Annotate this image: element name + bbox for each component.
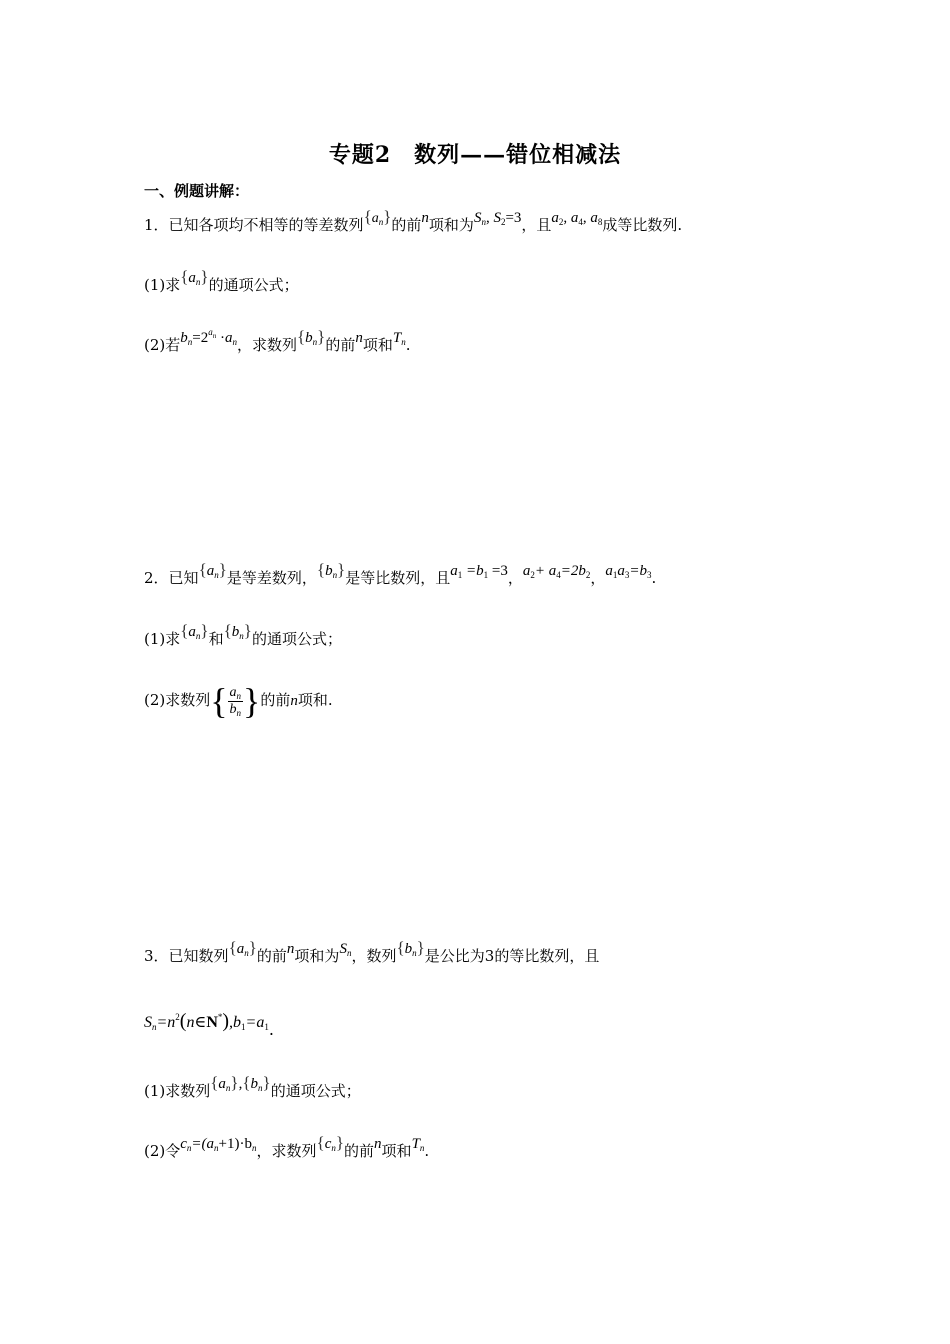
problem-2-part-1: (1)求$\{a_n\}$和$\{b_n\}$的通项公式； [144,621,342,648]
problem-number: 1． [144,216,169,234]
problem-1-part-2: (2)若$b_n=2^{a_n} \cdot a_n$，求数列$\{b_n\}$的前n项和$T_n$. [144,327,411,354]
section-heading: 一、例题讲解： [144,182,250,200]
page-title: 专题2 数列——错位相减法 [328,142,622,168]
problem-2-stem: 2．已知$\{a_n\}$是等差数列，$\{b_n\}$是等比数列，且$a_1 =b_1 =3$，$a_2+ a_4=2b_2$，$a_1a_3=b_3$. [144,560,657,587]
problem-3-condition: $S_n=n^2(n\in N^*),b_1=a_1$. [144,1010,274,1039]
problem-3-part-1: (1)求数列$\{a_n\},\{b_n\}$的通项公式； [144,1073,361,1100]
fraction: $\frac{a_n}{b_n}$ [229,684,242,718]
problem-3-part-2: (2)令$c_n=(a_n+1)\cdot b_n$，求数列$\{c_n\}$的前n项和$T_n$. [144,1133,430,1160]
problem-2-part-2: (2)求数列{ $\frac{a_n}{b_n}$ }的前n项和. [144,681,333,721]
problem-3-stem: 3．已知数列$\{a_n\}$的前n项和为$S_n$，数列$\{b_n\}$是公比为3的等比数列，且 [144,938,600,965]
problem-1-stem: 1．已知各项均不相等的等差数列$\{a_n\}$的前n项和为$S_n$, $S_2=3$，且$a_2$, $a_4$, $a_8$成等比数列. [144,207,683,234]
problem-number: 3． [144,947,169,965]
problem-1-part-1: (1)求$\{a_n\}$的通项公式； [144,267,299,294]
problem-number: 2． [144,569,169,587]
